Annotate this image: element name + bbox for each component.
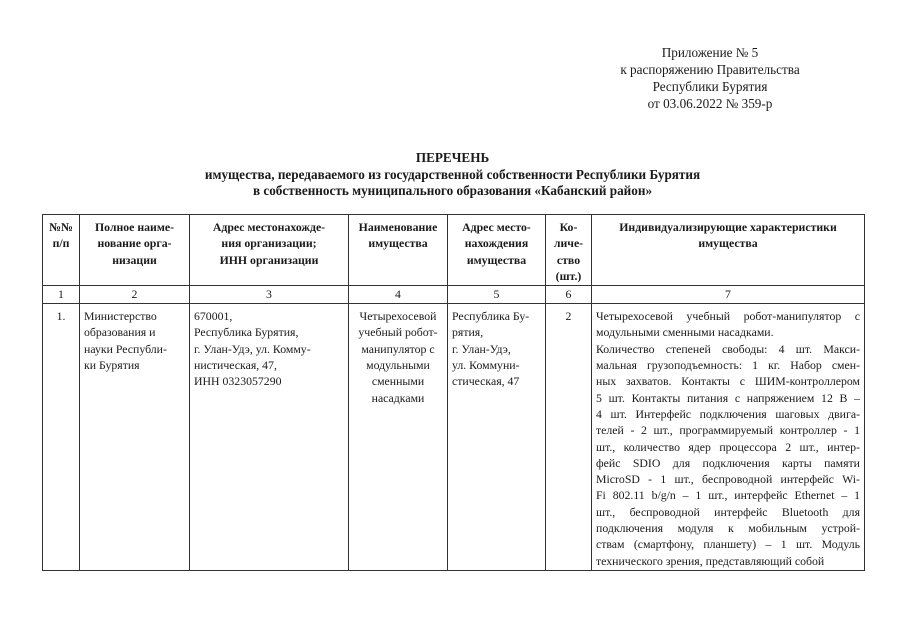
text-line: Количество степеней свободы: 4 шт. Макси- (596, 341, 860, 356)
text-line: модульными (366, 358, 430, 373)
column-number: 4 (349, 286, 448, 304)
text-line: Министерство (84, 309, 157, 324)
row-organization (80, 304, 190, 571)
text-line: (шт.) (555, 268, 582, 283)
text-line: Fi 802.11 b/g/n – 1 шт., интерфейс Ethernet – 1 (596, 488, 860, 503)
text-line: Республика Бу- (452, 309, 530, 324)
text-line: имущества (368, 236, 428, 251)
text-line: Четырехосевой учебный робот-манипулятор с (596, 309, 860, 324)
text-line: ствам (смартфону, планшету) – 1 шт. Модуль (596, 537, 860, 552)
text-line: имущества (698, 236, 758, 251)
text-line: Четырехосевой (359, 309, 437, 324)
text-line: сменными (371, 374, 425, 389)
text-line: низации (112, 252, 157, 267)
text-line: п/п (52, 236, 70, 251)
document-heading (0, 150, 905, 200)
text-line: Республики Бурятия (652, 79, 768, 94)
text-line: Ко- (559, 220, 578, 234)
text-line: ИНН 0323057290 (194, 374, 282, 389)
header-organization-address (190, 215, 349, 286)
text-line: г. Улан-Удэ, (452, 341, 511, 356)
table-row (43, 304, 865, 571)
text-line: манипулятор с (361, 341, 435, 356)
header-num (43, 215, 80, 286)
table-header-row (43, 215, 865, 286)
row-organization-address (190, 304, 349, 571)
text-line: телей - 2 шт., программируемый контроллер - 1 (596, 423, 860, 438)
column-number: 6 (546, 286, 592, 304)
header-item-address (448, 215, 546, 286)
text-line: имущества (466, 252, 527, 267)
text-line: образования и (84, 325, 156, 340)
text-line: Адрес место- (462, 220, 531, 234)
document-title: ПЕРЕЧЕНЬ (415, 150, 490, 165)
appendix-block (560, 44, 860, 112)
row-characteristics (592, 304, 865, 571)
text-line: Республика Бурятия, (194, 325, 299, 340)
text-line: ул. Коммуни- (452, 358, 520, 373)
row-item-address (448, 304, 546, 571)
text-line: г. Улан-Удэ, ул. Комму- (194, 341, 311, 356)
column-number: 5 (448, 286, 546, 304)
text-line: нахождения (464, 236, 529, 251)
text-line: 4 шт. Интерфейс подключения шаговых двига- (596, 406, 860, 421)
header-organization (80, 215, 190, 286)
text-line: науки Республи- (84, 341, 167, 356)
column-number: 1 (43, 286, 80, 304)
column-number: 3 (190, 286, 349, 304)
text-line: модульными сменными насадками. (596, 325, 774, 340)
text-line: мальная грузоподъемность: 1 кг. Набор смен- (596, 358, 860, 373)
text-line: к распоряжению Правительства (620, 62, 800, 77)
text-line: от 03.06.2022 № 359-р (647, 96, 773, 111)
text-line: Полное наиме- (94, 220, 175, 234)
row-quantity: 2 (546, 304, 592, 571)
text-line: шт., количество ядер процессора 2 шт., интер- (596, 439, 860, 454)
text-line: личе- (553, 236, 584, 251)
text-line: ство (556, 252, 581, 267)
text-line: технического зрения, представляющий собой (596, 553, 825, 568)
property-table (42, 214, 865, 571)
text-line: 670001, (194, 309, 233, 324)
text-line: шт., беспроводной интерфейс Bluetooth для (596, 504, 860, 519)
row-number: 1. (43, 304, 80, 571)
text-line: рятия, (452, 325, 484, 340)
text-line: 5 шт. Контакты питания с напряжением 12 В – (596, 390, 860, 405)
document-subtitle-line-2: в собственность муниципального образования «Кабанский район» (252, 183, 653, 198)
header-quantity (546, 215, 592, 286)
column-number: 7 (592, 286, 865, 304)
text-line: подключения модуля к мобильным устрой- (596, 521, 860, 536)
text-line: ных захватов. Контакты с ШИМ-контроллером (596, 374, 860, 389)
text-line: Наименование (358, 220, 438, 234)
text-line: стическая, 47 (452, 374, 520, 389)
document-subtitle-line-1: имущества, передаваемого из государственной собственности Республики Бурятия (204, 166, 701, 182)
row-item-name (349, 304, 448, 571)
text-line: нование орга- (97, 236, 172, 251)
text-line: ния организации; (221, 236, 317, 251)
text-line: насадками (371, 390, 425, 405)
text-line: фейс SDIO для подключения карты памяти (596, 455, 860, 470)
text-line: учебный робот- (358, 325, 438, 340)
text-line: Индивидуализирующие характеристики (619, 220, 837, 234)
header-characteristics (592, 215, 865, 286)
header-item-name (349, 215, 448, 286)
text-line: ки Бурятия (84, 358, 140, 373)
text-line: Приложение № 5 (661, 45, 759, 60)
text-line: Адрес местонахожде- (212, 220, 326, 234)
text-line: нистическая, 47, (194, 358, 277, 373)
text-line: ИНН организации (219, 252, 319, 267)
column-number: 2 (80, 286, 190, 304)
text-line: MicroSD - 1 шт., беспроводной интерфейс Wi- (596, 472, 860, 487)
text-line: №№ (49, 220, 73, 234)
table-column-numbers-row (43, 286, 865, 304)
